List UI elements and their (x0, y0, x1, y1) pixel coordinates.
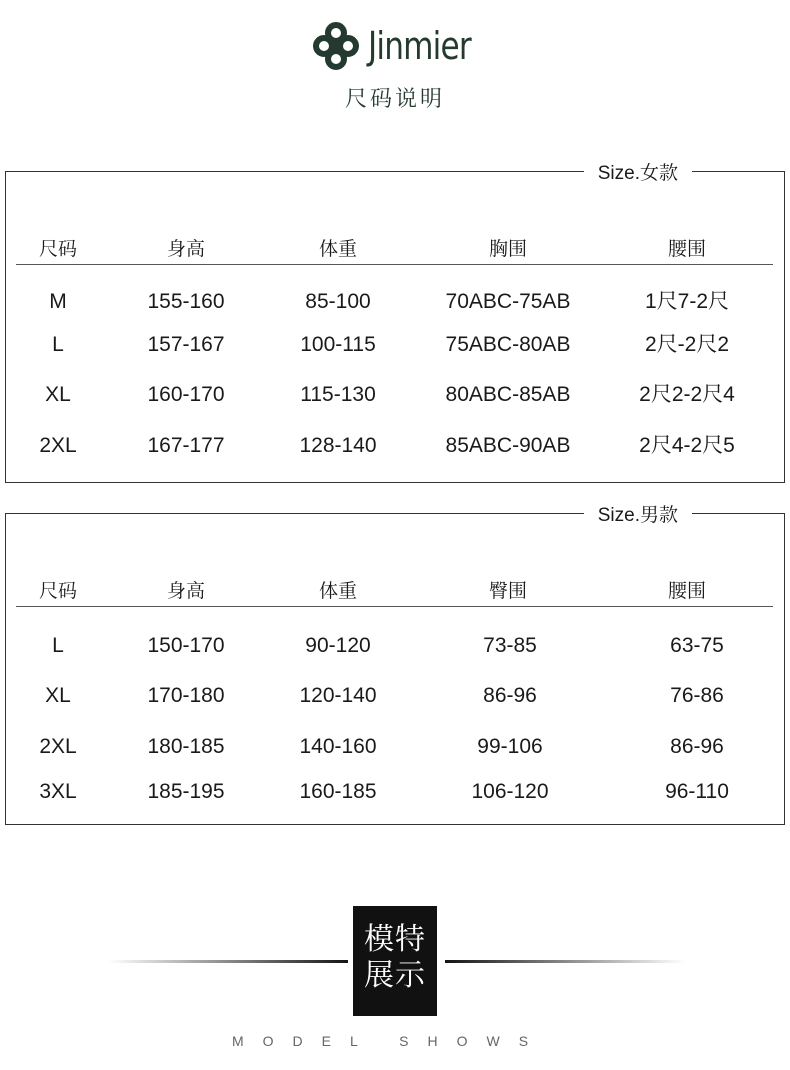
table-cell: 157-167 (147, 333, 225, 356)
header-cell: 尺码 (38, 580, 78, 602)
men-size-tag: Size.男款 (584, 500, 692, 527)
table-cell: 150-170 (147, 634, 225, 657)
table-cell: 85-100 (305, 290, 371, 313)
table-cell: 70ABC-75AB (445, 290, 571, 313)
table-cell: 120-140 (299, 684, 377, 707)
table-header (6, 576, 784, 606)
men-size-table (5, 505, 785, 825)
table-cell: 76-86 (670, 684, 724, 707)
table-cell: 155-160 (147, 290, 225, 313)
table-cell: 180-185 (147, 735, 225, 758)
table-cell: 140-160 (299, 735, 377, 758)
header-cell: 臀围 (488, 580, 528, 602)
women-size-tag: Size.女款 (584, 158, 692, 185)
table-row (6, 287, 784, 317)
divider-left (108, 960, 348, 963)
table-cell: 63-75 (670, 634, 724, 657)
table-cell: 100-115 (300, 333, 376, 356)
table-cell: 2XL (39, 735, 77, 758)
table-cell: 85ABC-90AB (445, 434, 571, 457)
table-cell: 167-177 (147, 434, 225, 457)
header-cell: 腰围 (667, 580, 707, 602)
table-cell: 73-85 (483, 634, 537, 657)
header-divider (16, 264, 773, 265)
brand-name: Jinmier (368, 24, 471, 68)
table-cell: 128-140 (299, 434, 377, 457)
table-cell: 160-185 (299, 780, 377, 803)
header-cell: 胸围 (488, 238, 528, 260)
table-row (6, 732, 784, 762)
table-cell: L (52, 333, 64, 356)
table-cell: 2尺2-2尺4 (639, 383, 735, 406)
table-row (6, 681, 784, 711)
header-cell: 腰围 (667, 238, 707, 260)
table-cell: 2尺4-2尺5 (639, 434, 735, 457)
flower-knot-icon (310, 22, 362, 70)
table-cell: 2XL (39, 434, 77, 457)
table-row (6, 631, 784, 661)
table-cell: XL (45, 383, 71, 406)
divider-right (445, 960, 685, 963)
brand-logo (310, 18, 485, 74)
table-cell: 1尺7-2尺 (644, 290, 730, 313)
model-show-line1: 模特 (364, 922, 426, 957)
table-cell: 170-180 (147, 684, 225, 707)
table-row (6, 380, 784, 410)
table-cell: XL (45, 684, 71, 707)
header-cell: 身高 (166, 238, 206, 260)
table-cell: 185-195 (147, 780, 225, 803)
table-cell: 90-120 (305, 634, 371, 657)
table-row (6, 330, 784, 360)
table-header (6, 234, 784, 264)
table-cell: 160-170 (147, 383, 225, 406)
model-show-line2: 展示 (364, 958, 426, 993)
table-cell: 80ABC-85AB (445, 383, 571, 406)
header-cell: 体重 (318, 580, 358, 602)
model-show-badge (353, 906, 437, 1016)
table-cell: M (49, 290, 67, 313)
table-row (6, 431, 784, 461)
header-cell: 体重 (318, 238, 358, 260)
header-cell: 身高 (166, 580, 206, 602)
table-cell: 86-96 (483, 684, 537, 707)
table-cell: 96-110 (665, 780, 729, 803)
table-cell: 2尺-2尺2 (644, 333, 730, 356)
table-cell: 86-96 (670, 735, 724, 758)
header-divider (16, 606, 773, 607)
table-cell: L (52, 634, 64, 657)
table-cell: 115-130 (300, 383, 376, 406)
table-row (6, 777, 784, 807)
header-cell: 尺码 (38, 238, 78, 260)
table-cell: 106-120 (471, 780, 549, 803)
table-cell: 75ABC-80AB (445, 333, 571, 356)
women-size-table (5, 163, 785, 483)
table-cell: 99-106 (477, 735, 543, 758)
model-shows-caption: MODEL SHOWS (232, 1033, 548, 1049)
page-subtitle: 尺码说明 (344, 87, 445, 112)
table-cell: 3XL (39, 780, 77, 803)
